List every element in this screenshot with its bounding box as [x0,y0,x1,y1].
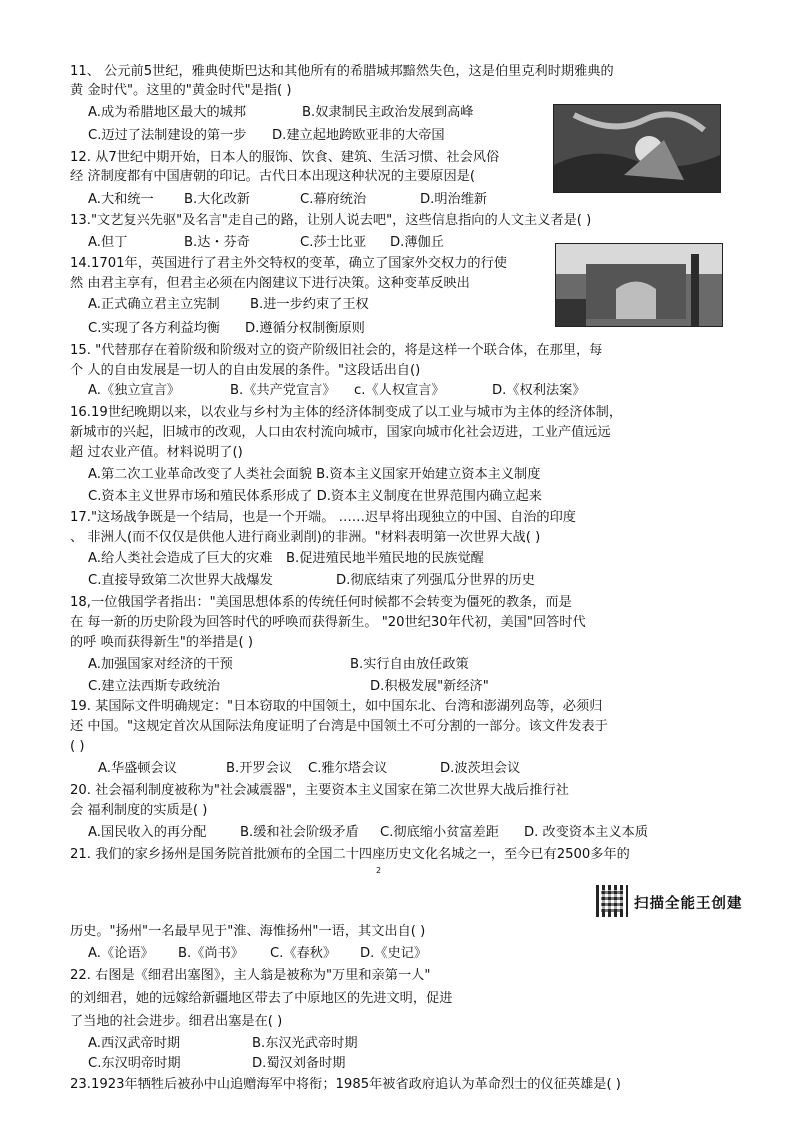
q18-option-a[interactable]: A.加强国家对经济的干预 [88,657,233,672]
q21-option-b[interactable]: B.《尚书》 [178,946,244,961]
q18-line3: 的呼 唤而获得新生"的举措是( ) [70,635,253,650]
q17-line1: 17."这场战争既是一个结局，也是一个开端。 ……迟早将出现独立的中国、自治的印度 [70,510,576,525]
q17-option-a[interactable]: A.给人类社会造成了巨大的灾难 [88,551,273,566]
q22-line2: 的刘细君，她的远嫁给新疆地区带去了中原地区的先进文明，促进 [70,991,453,1006]
q19-option-b[interactable]: B.开罗会议 [226,761,292,776]
q22-option-d[interactable]: D.蜀汉刘备时期 [252,1056,346,1071]
q15-option-b[interactable]: B.《共产党宣言》 [230,383,336,398]
q20-option-c[interactable]: C.彻底缩小贫富差距 [380,825,499,840]
q20-option-b[interactable]: B.缓和社会阶级矛盾 [240,825,359,840]
q11-line2: 黄 金时代"。这里的"黄金时代"是指( ) [70,83,292,98]
qr-code-icon [596,885,628,917]
q19-option-d[interactable]: D.波茨坦会议 [440,761,521,776]
q20-option-a[interactable]: A.国民收入的再分配 [88,825,207,840]
q13-option-b[interactable]: B.达・芬奇 [184,235,250,250]
q17-option-b[interactable]: B.促进殖民地半殖民地的民族觉醒 [286,551,484,566]
courtyard-photo [555,243,723,327]
scanner-label: 扫描全能王创建 [634,896,743,912]
q15-option-d[interactable]: D.《权利法案》 [492,383,586,398]
q12-option-d[interactable]: D.明治维新 [420,192,488,207]
q15-line1: 15. "代替那存在着阶级和阶级对立的资产阶级旧社会的，将是这样一个联合体，在那里，每 [70,343,603,358]
q19-option-a[interactable]: A.华盛顿会议 [98,761,177,776]
q12-line2: 经 济制度都有中国唐朝的印记。古代日本出现这种状况的主要原因是( [70,169,475,184]
q22-option-a[interactable]: A.西汉武帝时期 [88,1036,181,1051]
q21-line2: 历史。"扬州"一名最早见于"淮、海惟扬州"一语，其文出自( ) [70,924,426,939]
q16-options-cd[interactable]: C.资本主义世界市场和殖民体系形成了 D.资本主义制度在世界范围内确立起来 [88,489,542,504]
q22-option-c[interactable]: C.东汉明帝时期 [88,1056,181,1071]
q12-option-c[interactable]: C.幕府统治 [300,192,367,207]
q18-option-b[interactable]: B.实行自由放任政策 [350,657,469,672]
q14-line2: 然 由君主享有，但君主必须在内阁建议下进行决策。这种变革反映出 [70,276,470,291]
q14-option-c[interactable]: C.实现了各方利益均衡 [88,321,221,336]
q17-line2: 、 非洲人(而不仅仅是供他人进行商业剥削)的非洲。"材料表明第一次世界大战( ) [70,530,541,545]
q11-option-a[interactable]: A.成为希腊地区最大的城邦 [88,105,247,120]
q13-option-a[interactable]: A.但丁 [88,235,128,250]
q18-option-d[interactable]: D.积极发展"新经济" [370,679,489,694]
q11-option-b[interactable]: B.奴隶制民主政治发展到高峰 [302,105,474,120]
q16-line3: 超 过农业产值。材料说明了() [70,445,243,460]
q19-line2: 还 中国。"这规定首次从国际法角度证明了台湾是中国领土不可分割的一部分。该文件发表于 [70,719,608,734]
q19-option-c[interactable]: C.雅尔塔会议 [308,761,388,776]
q19-line1: 19. 某国际文件明确规定："日本窃取的中国领土，如中国东北、台湾和澎湖列岛等，必须归 [70,699,603,714]
q14-option-a[interactable]: A.正式确立君主立宪制 [88,297,220,312]
q17-option-c[interactable]: C.直接导致第二次世界大战爆发 [88,573,273,588]
q20-line2: 会 福利制度的实质是( ) [70,803,208,818]
q22-line3: 了当地的社会进步。细君出塞是在( ) [70,1014,283,1029]
q23-line1: 23.1923年牺牲后被孙中山追赠海军中将衔；1985年被省政府追认为革命烈士的仪征英雄是( ) [70,1077,621,1092]
q17-option-d[interactable]: D.彻底结束了列强瓜分世界的历史 [336,573,535,588]
q16-line2: 新城市的兴起，旧城市的改观，人口由农村流向城市，国家向城市化社会迈进，工业产值远远 [70,425,611,440]
q15-option-a[interactable]: A.《独立宣言》 [88,383,181,398]
q11-option-d[interactable]: D.建立起地跨欧亚非的大帝国 [272,128,445,143]
q14-line1: 14.1701年，英国进行了君主外交特权的变革，确立了国家外交权力的行使 [70,256,507,271]
q16-options-ab[interactable]: A.第二次工业革命改变了人类社会面貌 B.资本主义国家开始建立资本主义制度 [88,467,541,482]
q13-option-d[interactable]: D.薄伽丘 [390,235,444,250]
q11-line1: 11、 公元前5世纪，雅典使斯巴达和其他所有的希腊城邦黯然失色，这是伯里克利时期雅典的 [70,64,614,79]
q14-option-b[interactable]: B.进一步约束了王权 [250,297,369,312]
q15-option-c[interactable]: c.《人权宣言》 [354,383,445,398]
painting-image [553,104,721,193]
q12-line1: 12. 从7世纪中期开始，日本人的服饰、饮食、建筑、生活习惯、社会风俗 [70,150,500,165]
q20-option-d[interactable]: D. 改变资本主义本质 [524,825,649,840]
q12-option-b[interactable]: B.大化改新 [184,192,250,207]
q16-line1: 16.19世纪晚期以来，以农业与乡村为主体的经济体制变成了以工业与城市为主体的经济体制， [70,405,623,420]
q18-line2: 在 每一新的历史阶段为回答时代的呼唤而获得新生。 "20世纪30年代初，美国"回答时代 [70,615,586,630]
page-number: 2 [376,866,382,875]
q21-option-a[interactable]: A.《论语》 [88,946,154,961]
q21-line1: 21. 我们的家乡扬州是国务院首批颁布的全国二十四座历史文化名城之一，至今已有2500多年的 [70,847,630,862]
q11-option-c[interactable]: C.迈过了法制建设的第一步 [88,128,247,143]
q19-line3: ( ) [70,739,85,754]
q21-option-d[interactable]: D.《史记》 [360,946,428,961]
q22-option-b[interactable]: B.东汉光武帝时期 [252,1036,358,1051]
q22-line1: 22. 右图是《细君出塞图》，主人翁是被称为"万里和亲第一人" [70,968,431,983]
q18-line1: 18,一位俄国学者指出："美国思想体系的传统任何时候都不会转变为僵死的教条，而是 [70,595,572,610]
scanner-watermark [596,885,766,917]
q18-option-c[interactable]: C.建立法西斯专政统治 [88,679,221,694]
q15-line2: 个 人的自由发展是一切人的自由发展的条件。"这段话出自() [70,363,421,378]
q14-option-d[interactable]: D.遵循分权制衡原则 [245,321,365,336]
q12-option-a[interactable]: A.大和统一 [88,192,154,207]
q20-line1: 20. 社会福利制度被称为"社会减震器"，主要资本主义国家在第二次世界大战后推行社 [70,783,569,798]
q21-option-c[interactable]: C.《春秋》 [270,946,337,961]
q13-line1: 13."文艺复兴先驱"及名言"走自己的路，让别人说去吧"，这些信息指向的人文主义者是( ) [70,213,592,228]
q13-option-c[interactable]: C.莎士比亚 [300,235,367,250]
